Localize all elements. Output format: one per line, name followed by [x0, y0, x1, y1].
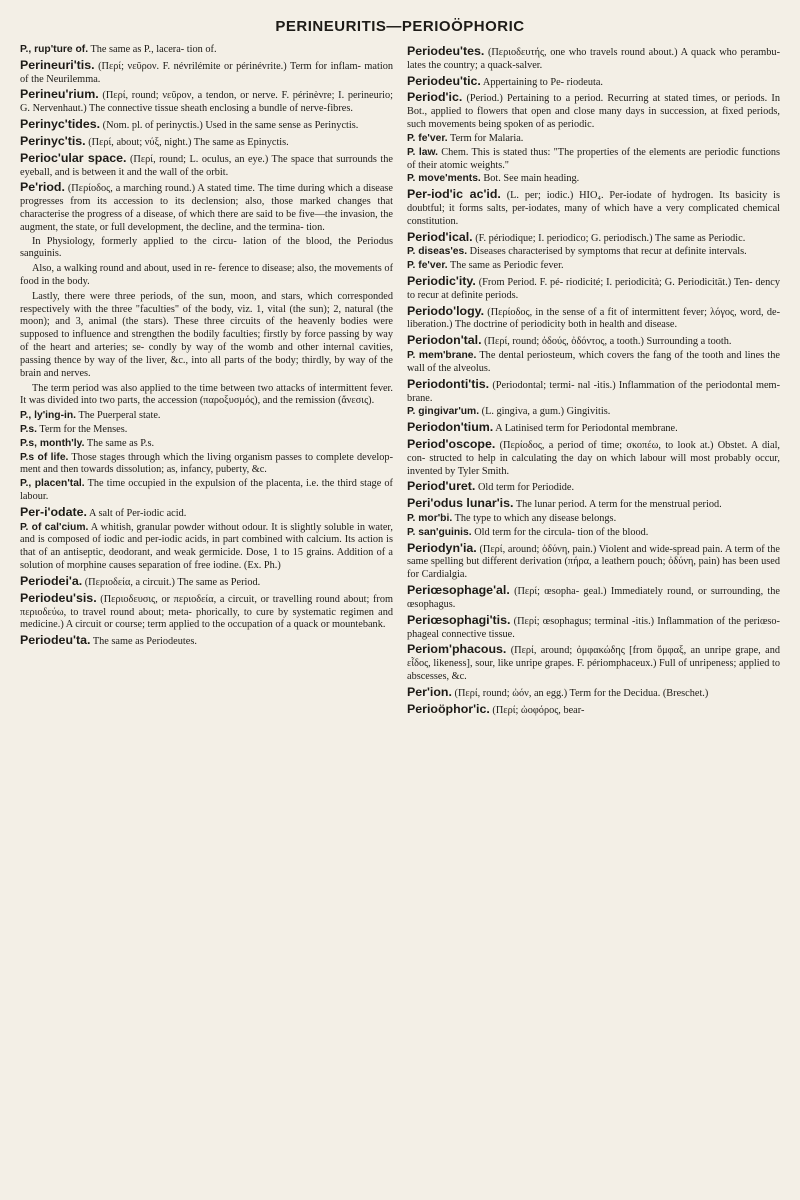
entry-definition: Old term for Periodide.	[477, 482, 575, 494]
entry-headword: Period'ic.	[407, 90, 463, 105]
dictionary-entry	[407, 90, 780, 131]
entry-headword: Periœsophage'al.	[407, 583, 510, 598]
dictionary-entry	[20, 438, 393, 451]
dictionary-entry	[407, 304, 780, 333]
dictionary-entry	[407, 541, 780, 582]
entry-definition: Those stages through which the living organism passes to complete develop- ment and then towards dissolution; as, infancy, puberty, &c.	[20, 451, 393, 476]
entry-headword: Periodon'tal.	[407, 333, 482, 348]
dictionary-entry	[20, 452, 393, 478]
dictionary-entry	[20, 134, 393, 150]
entry-headword: Perineu'rium.	[20, 87, 99, 102]
entry-definition: (Περιοδεία, a circuit.) The same as Period.	[84, 576, 261, 588]
entry-definition: Term for the Menses.	[39, 423, 128, 435]
dictionary-entry	[407, 420, 780, 436]
entry-definition: (Περί; νεῦρον. F. névrilémite or périnévrite.) Term for inflam- mation of the Neurilemma.	[20, 60, 393, 85]
dictionary-entry	[407, 377, 780, 406]
entry-definition: Old term for the circula- tion of the blood.	[474, 526, 649, 538]
page-title: PERINEURITIS—PERIOÖPHORIC	[275, 18, 525, 35]
dictionary-entry	[407, 274, 780, 303]
dictionary-entry	[407, 246, 780, 259]
dictionary-entry	[20, 522, 393, 573]
dictionary-entry	[407, 260, 780, 273]
entry-headword: P.s of life.	[20, 451, 69, 463]
entry-headword: Pe'riod.	[20, 180, 65, 195]
entry-headword: P. diseas'es.	[407, 246, 468, 258]
entry-headword: Periodyn'ia.	[407, 540, 477, 555]
dictionary-entry	[20, 263, 393, 289]
dictionary-entry	[407, 685, 780, 701]
entry-definition: The same as P., lacera- tion of.	[90, 44, 217, 55]
dictionary-entry	[20, 291, 393, 381]
dictionary-entry	[20, 151, 393, 180]
entry-headword: P., rup'ture of.	[20, 44, 89, 55]
dictionary-entry	[407, 350, 780, 376]
entry-definition: The term period was also applied to the time between two attacks of intermittent fever. It was divided into two parts, the accession (παροξυσμός), and the remission (ἄνεσις).	[20, 382, 393, 407]
entry-headword: Per-iod'ic ac'id.	[407, 187, 501, 202]
entry-definition: The lunar period. A term for the menstrual period.	[515, 499, 722, 511]
entry-headword: P. fe'ver.	[407, 132, 448, 144]
entry-definition: (Περί; ὠοφόρος, bear-	[492, 704, 585, 716]
dictionary-entry	[407, 173, 780, 186]
dictionary-entry	[407, 44, 780, 73]
entry-headword: P. fe'ver.	[407, 260, 448, 272]
entry-definition: The same as Periodeutes.	[92, 636, 197, 648]
dictionary-entry	[20, 591, 393, 632]
entry-headword: Periodon'tium.	[407, 420, 494, 435]
dictionary-entry	[20, 633, 393, 649]
dictionary-entry	[20, 236, 393, 262]
dictionary-entry	[20, 180, 393, 234]
entry-headword: P. move'ments.	[407, 173, 481, 185]
entry-definition: (Περί; œsophagus; terminal -itis.) Inflammation of the periœso- phageal connective tissue.	[407, 615, 780, 640]
left-column	[20, 44, 393, 1184]
entry-headword: Period'ical.	[407, 229, 473, 244]
dictionary-entry	[407, 187, 780, 228]
entry-definition: (Periodontal; termi- nal -itis.) Inflammation of the periodontal mem- brane.	[407, 379, 780, 404]
entry-definition: A salt of Per-iodic acid.	[89, 507, 187, 519]
entry-definition: (Περί, about; νύξ, night.) The same as Epinyctis.	[88, 136, 289, 148]
entry-headword: Periodic'ity.	[407, 274, 476, 288]
dictionary-entry	[407, 583, 780, 612]
entry-headword: P. mor'bi.	[407, 513, 453, 524]
entry-headword: Periodeu'ta.	[20, 633, 91, 648]
entry-definition: (L. per; iodic.) HIO₄. Per-iodate of hydrogen. Its basicity is doubtful; it forms salts, per-iodates, many of which have a very complicated chemical constitution.	[407, 190, 780, 227]
entry-definition: (Περιοδευτής, one who travels round about.) A quack who perambu- lates the country; a quack-salver.	[407, 47, 780, 71]
dictionary-entry	[407, 230, 780, 246]
dictionary-entry	[20, 424, 393, 437]
entry-definition: Diseases characterised by symptoms that recur at definite intervals.	[469, 246, 747, 258]
entry-definition: (Περί, around; ὀμφακώδης [from ὄμφαξ, an unripe grape, and εἶδος, likeness], sour, like unripe grapes. F. périomphaceux.) Full of unripeness; applied to abscesses, &c.	[407, 645, 780, 682]
entry-headword: P. mem'brane.	[407, 350, 477, 362]
entry-definition: (Περιοδευσις, or περιοδεία, a circuit, or travelling round about; from περιοδεύω, to travel round about; meta- phorically, to cure by systematic regimen and medicine.) A circuit or course; term applied to the occupation of a quack or mountebank.	[20, 593, 393, 631]
entry-headword: Period'uret.	[407, 479, 476, 494]
entry-definition: (Περί, round; L. oculus, an eye.) The space that surrounds the eyeball, and is between it and the wall of the orbit.	[20, 153, 393, 178]
dictionary-entry	[407, 133, 780, 146]
entry-headword: Periodeu'tes.	[407, 44, 485, 58]
entry-definition: A Latinised term for Periodontal membrane.	[495, 423, 678, 435]
entry-headword: Period'oscope.	[407, 436, 496, 451]
entry-definition: (Περίοδος, a period of time; σκοπέω, to look at.) Obstet. A dial, con- structed to help in calculating the day on which labour will most probably occur, invented by Tyler Smith.	[407, 439, 780, 477]
entry-definition: The Puerperal state.	[78, 410, 161, 422]
entry-definition: The same as P.s.	[86, 437, 155, 449]
dictionary-entry	[407, 437, 780, 478]
entry-headword: Periodeu'sis.	[20, 590, 97, 605]
entry-headword: Periodonti'tis.	[407, 376, 490, 391]
entry-definition: (From Period. F. pé- riodicité; I. periodicità; G. Periodicität.) Ten- dency to recur at definite periods.	[407, 277, 780, 301]
dictionary-entry	[407, 406, 780, 419]
dictionary-entry	[407, 527, 780, 540]
entry-definition: Term for Malaria.	[450, 132, 524, 144]
dictionary-entry	[407, 147, 780, 173]
entry-definition: The type to which any disease belongs.	[454, 513, 617, 524]
entry-definition: (Nom. pl. of perinyctis.) Used in the same sense as Perinyctis.	[102, 120, 359, 132]
entry-definition: A whitish, granular powder without odour. It is slightly soluble in water, and is composed of iodic and per-iodic acids, in part combined with calcium. Its action is that of an antiseptic, deodorant, and weak germicide. Dose, 1 to 15 grains. Addition of a solution of morphine causes separation of free iodine. (Ex. Ph.)	[20, 521, 393, 572]
right-column	[407, 44, 780, 1184]
entry-definition: (Περί, round; ὀδούς, ὀδόντος, a tooth.) Surrounding a tooth.	[484, 336, 732, 348]
entry-headword: Per-i'odate.	[20, 504, 87, 519]
entry-headword: Periodeu'tic.	[407, 73, 481, 88]
dictionary-entry	[20, 87, 393, 116]
entry-definition: (L. gingiva, a gum.) Gingivitis.	[481, 406, 611, 418]
entry-definition: (Περίοδος, in the sense of a fit of intermittent fever; λόγος, word, de- liberation.) The doctrine of periodicity both in health and disease.	[407, 306, 780, 331]
entry-headword: Per'ion.	[407, 684, 452, 699]
entry-headword: P.s.	[20, 423, 37, 435]
entry-headword: P., ly'ing-in.	[20, 410, 77, 422]
dictionary-entry	[407, 479, 780, 495]
entry-definition: (Περί, round; νεῦρον, a tendon, or nerve. F. périnèvre; I. perineurio; G. Nervenhaut.) The connective tissue sheath enclosing a bundle of nerve-fibres.	[20, 90, 393, 115]
entry-headword: Periœsophagi'tis.	[407, 612, 511, 627]
entry-definition: (Περί, round; ὠόν, an egg.) Term for the Decidua. (Breschet.)	[454, 687, 709, 699]
dictionary-entry	[20, 58, 393, 87]
entry-headword: Perinyc'tis.	[20, 133, 86, 148]
entry-headword: P. san'guinis.	[407, 526, 472, 538]
dictionary-entry	[407, 613, 780, 642]
entry-headword: P. of cal'cium.	[20, 521, 89, 533]
entry-definition: The time occupied in the expulsion of the placenta, i.e. the third stage of labour.	[20, 478, 393, 502]
entry-headword: Perioöphor'ic.	[407, 701, 490, 716]
dictionary-entry	[407, 74, 780, 90]
entry-headword: Perioc'ular space.	[20, 150, 127, 165]
dictionary-entry	[20, 574, 393, 590]
dictionary-entry	[20, 505, 393, 521]
entry-definition: (Περί, around; ὀδύνη, pain.) Violent and wide-spread pain. A term of the same spelling but different derivation (πήρα, a leathern pouch; ὀδύνη, pain) has been used for Cardialgia.	[407, 543, 780, 581]
entry-definition: (F. périodique; I. periodico; G. periodisch.) The same as Periodic.	[475, 232, 746, 244]
entry-definition: Bot. See main heading.	[483, 173, 580, 185]
dictionary-entry	[407, 496, 780, 512]
entry-definition: (Period.) Pertaining to a period. Recurring at stated times, or periods. In Bot., applied to flowers that open and close many days in succession, at fixed periods, such movements being spoken of as periodic.	[407, 93, 780, 131]
dictionary-entry	[20, 44, 393, 57]
entry-definition: Lastly, there were three periods, of the sun, moon, and stars, which corresponded respectively with the three "faculties" of the body, viz. 1, vital (the sun); 2, natural (the moon); and 3, animal (the stars). These three circuits of the heavenly bodies were supposed to influence and strengthen the bodily faculties; firstly by force passing by way of the heart and arteries; se- condly by way of the womb and other internal cavities, passing thence by way of the liver, &c., into all parts of the body; thirdly, by way of the brain and nerves.	[20, 290, 393, 379]
entry-definition: Chem. This is stated thus: "The properties of the elements are periodic functions of their atomic weights."	[407, 146, 780, 171]
entry-headword: P. gingivar'um.	[407, 406, 480, 418]
entry-headword: P., placen'tal.	[20, 478, 85, 490]
entry-headword: P.s, month'ly.	[20, 437, 85, 449]
entry-definition: (Περί; œsopha- geal.) Immediately round, or surrounding, the œsophagus.	[407, 586, 780, 610]
entry-definition: Also, a walking round and about, used in re- ference to disease; also, the movements of food in the body.	[20, 263, 393, 287]
entry-definition: Appertaining to Pe- riodeuta.	[482, 76, 603, 88]
dictionary-entry	[20, 478, 393, 504]
entry-headword: P. law.	[407, 146, 438, 158]
dictionary-entry	[407, 702, 780, 718]
dictionary-entry	[20, 383, 393, 409]
entry-headword: Periom'phacous.	[407, 642, 507, 657]
entry-definition: The same as Periodic fever.	[450, 260, 564, 272]
entry-headword: Perineuri'tis.	[20, 57, 95, 72]
entry-headword: Perinyc'tides.	[20, 117, 101, 132]
entry-headword: Periodei'a.	[20, 573, 83, 588]
dictionary-entry	[20, 117, 393, 133]
dictionary-entry	[407, 513, 780, 526]
dictionary-columns	[20, 44, 780, 1184]
dictionary-entry	[407, 333, 780, 349]
entry-definition: The dental periosteum, which covers the fang of the tooth and lines the wall of the alveolus.	[407, 350, 780, 374]
entry-definition: In Physiology, formerly applied to the circu- lation of the blood, the Periodus sanguinis.	[20, 235, 393, 260]
entry-headword: Peri'odus lunar'is.	[407, 496, 514, 511]
entry-definition: (Περίοδος, a marching round.) A stated time. The time during which a disease progresses from its accession to its declension; also, those marked changes that characterise the progress of a disease, of which there are said to be five—the invasion, the augment, the state, or full development, the decline, and the termina- tion.	[20, 183, 393, 233]
dictionary-entry	[407, 642, 780, 683]
dictionary-entry	[20, 410, 393, 423]
entry-headword: Periodo'logy.	[407, 303, 485, 318]
